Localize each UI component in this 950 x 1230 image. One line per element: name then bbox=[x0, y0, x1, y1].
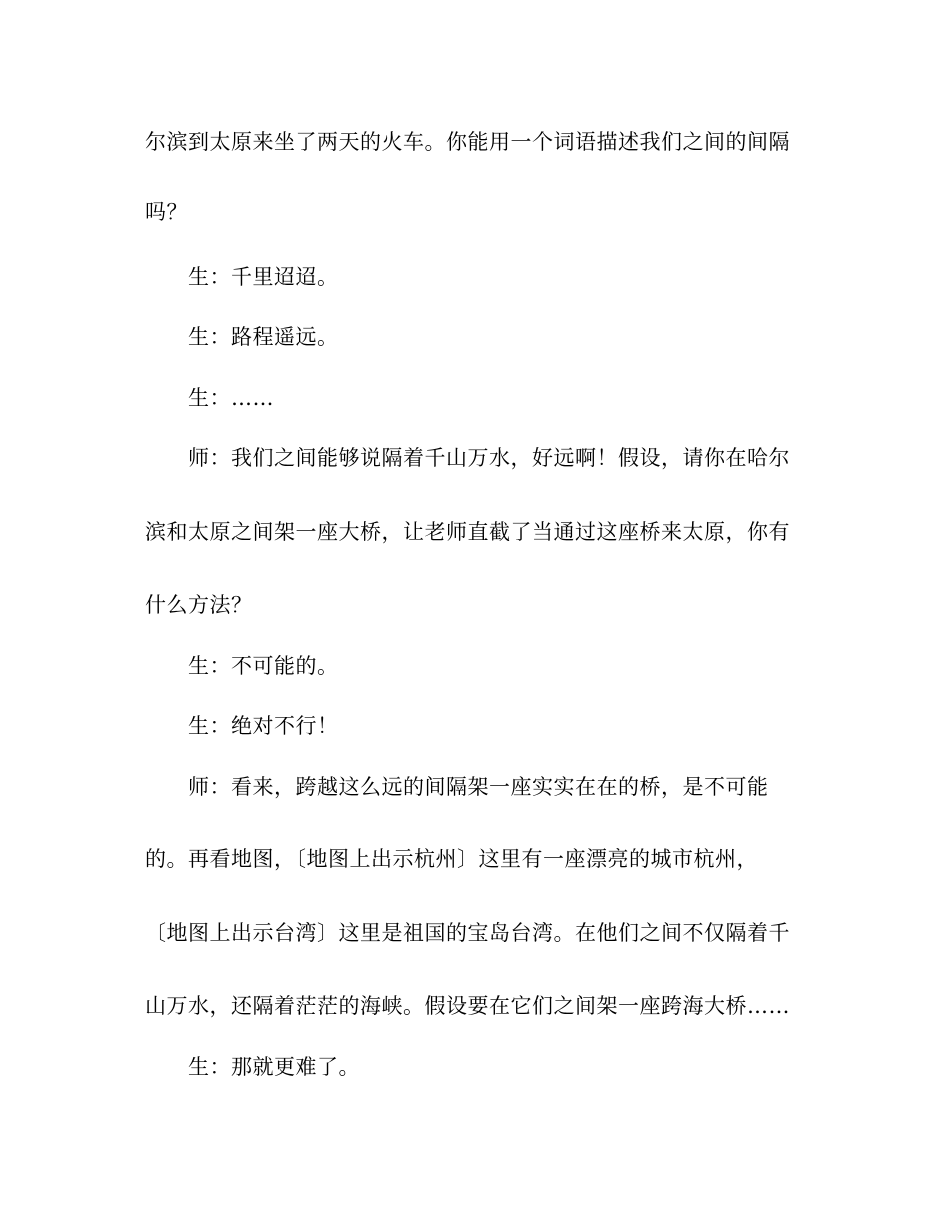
text-line: 山万水，还隔着茫茫的海峡。假设要在它们之间架一座跨海大桥…… bbox=[145, 994, 790, 1018]
text-line: 滨和太原之间架一座大桥，让老师直截了当通过这座桥来太原，你有 bbox=[145, 520, 790, 544]
dialogue-line: 生：不可能的。 bbox=[188, 654, 339, 678]
dialogue-line: 生：那就更难了。 bbox=[188, 1055, 360, 1079]
dialogue-line: 生：千里迢迢。 bbox=[188, 265, 339, 289]
text-line: 的。再看地图，〔地图上出示杭州〕这里有一座漂亮的城市杭州， bbox=[145, 847, 758, 871]
dialogue-line: 生：…… bbox=[188, 386, 274, 410]
dialogue-line: 生：绝对不行！ bbox=[188, 714, 339, 738]
text-line: 什么方法？ bbox=[145, 593, 253, 617]
text-line: 尔滨到太原来坐了两天的火车。你能用一个词语描述我们之间的间隔 bbox=[145, 130, 790, 154]
dialogue-line: 生：路程遥远。 bbox=[188, 325, 339, 349]
text-line: 〔地图上出示台湾〕这里是祖国的宝岛台湾。在他们之间不仅隔着千 bbox=[145, 921, 790, 945]
text-line: 吗？ bbox=[145, 200, 188, 224]
dialogue-line: 师：我们之间能够说隔着千山万水，好远啊！假设，请你在哈尔 bbox=[188, 446, 790, 470]
dialogue-line: 师：看来，跨越这么远的间隔架一座实实在在的桥，是不可能 bbox=[188, 775, 769, 799]
